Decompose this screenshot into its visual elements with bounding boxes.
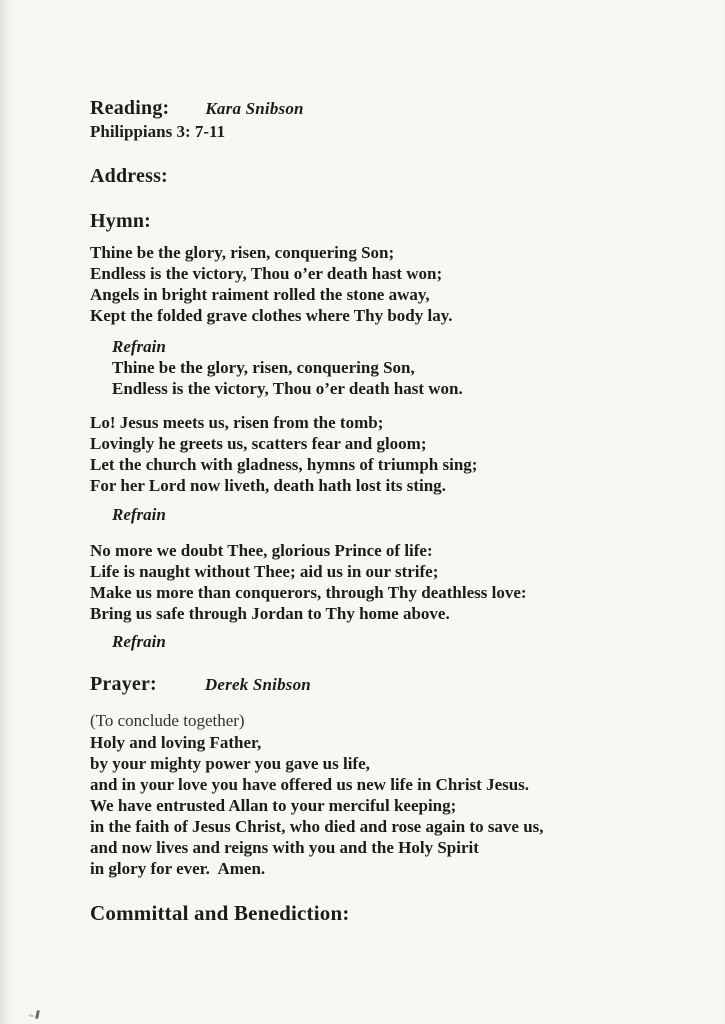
verse-line: Make us more than conquerors, through Thy deathless love: (90, 583, 527, 602)
verse-line: Lo! Jesus meets us, risen from the tomb; (90, 413, 384, 432)
reading-person-name: Kara Snibson (205, 99, 304, 118)
verse-line: Thine be the glory, risen, conquering Son; (90, 243, 395, 262)
prayer-line: in glory for ever. Amen. (90, 859, 266, 878)
verse-line: Kept the folded grave clothes where Thy body lay. (90, 306, 453, 325)
prayer-text (90, 732, 670, 879)
verse-line: Angels in bright raiment rolled the stone away, (90, 285, 430, 304)
prayer-line: by your mighty power you gave us life, (90, 754, 370, 773)
ink-speck-mark (35, 1010, 40, 1019)
hymn-refrain-cue-3 (90, 631, 670, 652)
page-content (90, 96, 670, 926)
hymn-refrain-full (90, 336, 670, 399)
prayer-line: We have entrusted Allan to your merciful keeping; (90, 796, 457, 815)
address-heading: Address: (90, 165, 168, 187)
prayer-heading-line (90, 672, 670, 697)
verse-line: Endless is the victory, Thou o’er death hast won; (90, 264, 443, 283)
verse-line: Bring us safe through Jordan to Thy home above. (90, 604, 450, 623)
refrain-line: Endless is the victory, Thou o’er death hast won. (112, 379, 463, 398)
verse-line: Lovingly he greets us, scatters fear and gloom; (90, 434, 427, 453)
prayer-line: and now lives and reigns with you and the Holy Spirit (90, 838, 479, 857)
reading-section (90, 96, 670, 143)
refrain-label: Refrain (112, 505, 166, 524)
prayer-instruction: (To conclude together) (90, 711, 245, 730)
hymn-verse-3 (90, 540, 670, 624)
hymn-verse-1 (90, 242, 670, 326)
prayer-line: in the faith of Jesus Christ, who died and rose again to save us, (90, 817, 544, 836)
hymn-refrain-cue-2 (90, 504, 670, 525)
verse-line: Life is naught without Thee; aid us in our strife; (90, 562, 439, 581)
verse-line: No more we doubt Thee, glorious Prince of life: (90, 541, 433, 560)
reading-label: Reading: (90, 97, 170, 119)
verse-line: For her Lord now liveth, death hath lost its sting. (90, 476, 446, 495)
refrain-label: Refrain (112, 337, 166, 356)
hymn-verse-2 (90, 412, 670, 496)
verse-line: Let the church with gladness, hymns of triumph sing; (90, 455, 478, 474)
prayer-label: Prayer: (90, 673, 157, 695)
refrain-label: Refrain (112, 632, 166, 651)
hymn-heading: Hymn: (90, 210, 151, 232)
reading-heading-line (90, 96, 670, 121)
refrain-line: Thine be the glory, risen, conquering Son, (112, 358, 415, 377)
prayer-person-name: Derek Snibson (204, 675, 311, 694)
prayer-line: and in your love you have offered us new life in Christ Jesus. (90, 775, 530, 794)
reading-scripture: Philippians 3: 7-11 (90, 122, 226, 141)
committal-heading: Committal and Benediction: (90, 901, 350, 925)
prayer-line: Holy and loving Father, (90, 733, 262, 752)
